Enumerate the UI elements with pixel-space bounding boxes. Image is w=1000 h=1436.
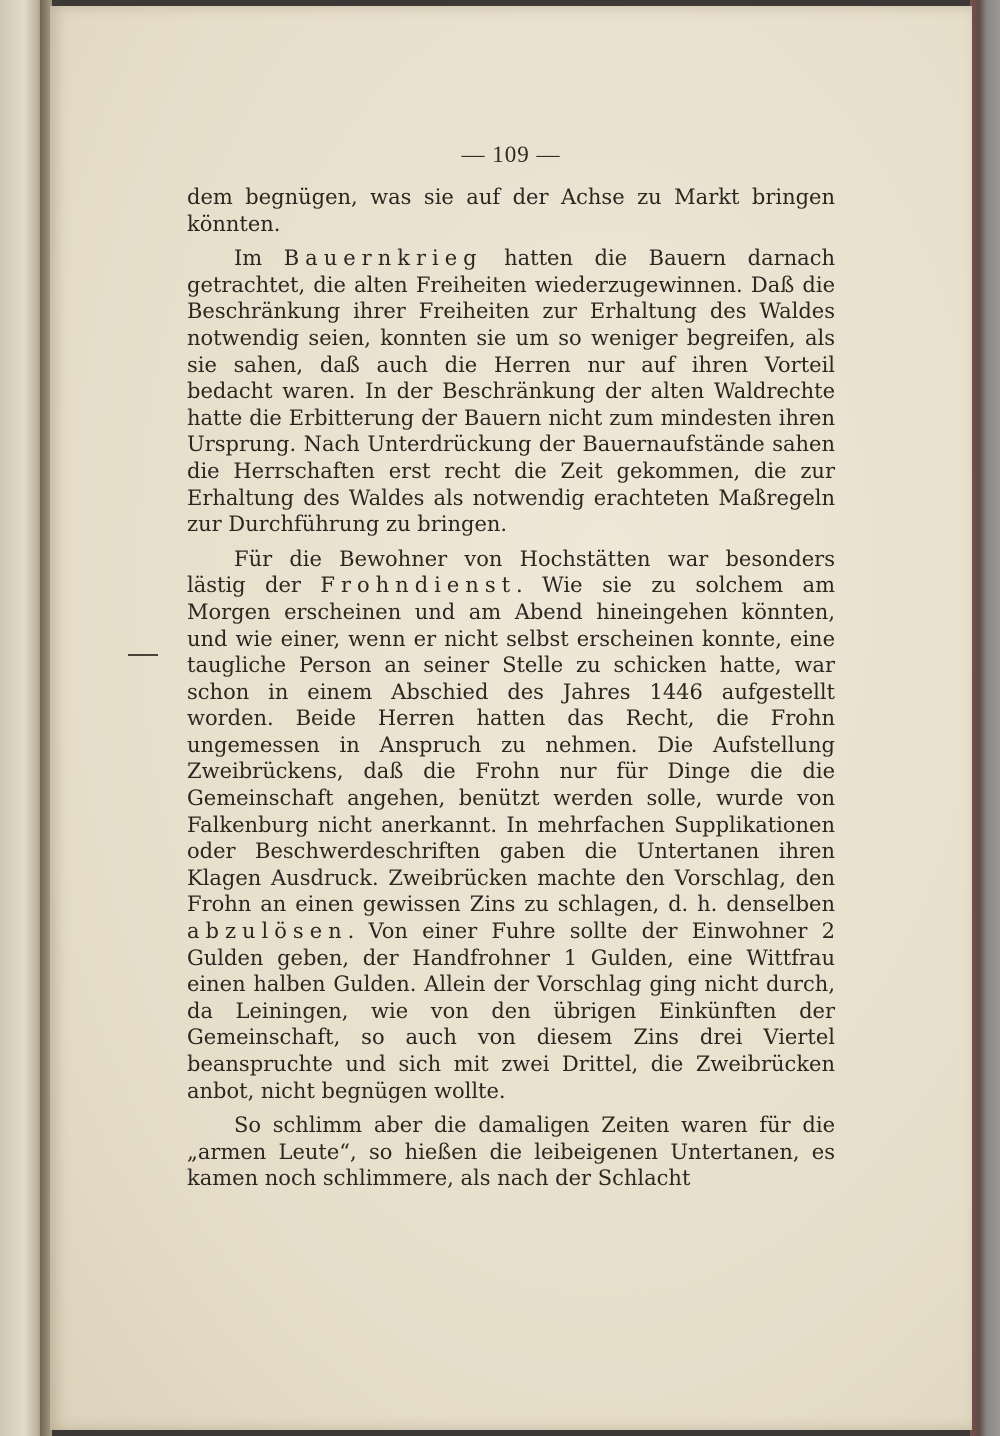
emphasized-word: Frohndienst: [320, 573, 517, 598]
paragraph: [187, 546, 835, 1104]
text-run: hatten die Bauern darnach getrachtet, die alten Freiheiten wiederzugewinnen. Daß die Beschränkung ihrer Freiheiten zur Erhaltung des Waldes notwendig seien, konnten sie um so weniger begreifen, als sie sahen, daß auch die Herren nur auf ihren Vorteil bedacht waren. In der Beschränkung der alten Waldrechte hatte die Erbitterung der Bauern nicht zum mindesten ihren Ursprung. Nach Unterdrückung der Bauernaufstände sahen die Herrschaften erst recht die Zeit gekommen, die zur Erhaltung des Waldes als notwendig erachteten Maßregeln zur Durchführung zu bringen.: [187, 246, 835, 537]
page-body-text: [187, 184, 835, 1192]
emphasized-word: abzulösen: [187, 919, 348, 944]
paragraph: [187, 184, 835, 237]
book-page: [50, 6, 972, 1430]
paragraph: [187, 1112, 835, 1192]
emphasized-word: Bauernkrieg: [283, 246, 483, 271]
paragraph: [187, 245, 835, 538]
text-run: . Von einer Fuhre sollte der Einwohner 2 Gulden geben, der Handfrohner 1 Gulden, eine Wittfrau einen halben Gulden. Allein der Vorschlag ging nicht durch, da Leiningen, wie von den übrigen Einkünften der Gemeinschaft, so auch von diesem Zins drei Viertel beanspruchte und sich mit zwei Drittel, die Zweibrücken anbot, nicht begnügen wollte.: [187, 919, 835, 1103]
margin-dash-mark: [128, 654, 158, 656]
book-cover-edge: [970, 0, 1000, 1436]
text-run: dem begnügen, was sie auf der Achse zu Markt bringen könnten.: [187, 185, 835, 236]
previous-page-edge: [0, 0, 44, 1436]
text-run: Im: [234, 246, 284, 271]
text-run: So schlimm aber die damaligen Zeiten waren für die „armen Leute“, so hießen die leibeigenen Untertanen, es kamen noch schlimmere, als nach der Schlacht: [187, 1113, 835, 1191]
page-number: — 109 —: [461, 142, 561, 167]
text-run: Für die Bewohner von Hochstätten war besonders lästig der: [187, 546, 835, 598]
text-run: . Wie sie zu solchem am Morgen erscheinen und am Abend hineingehen könnten, und wie einer, wenn er nicht selbst erscheinen konnte, eine taugliche Person an seiner Stelle zu schicken hatte, war schon in einem Abschied des Jahres 1446 aufgestellt worden. Beide Herren hatten das Recht, die Frohn ungemessen in Anspruch zu nehmen. Die Aufstellung Zweibrückens, daß die Frohn nur für Dinge die die Gemeinschaft angehen, benützt werden solle, wurde von Falkenburg nicht anerkannt. In mehrfachen Supplikationen oder Beschwerdeschriften gaben die Untertanen ihren Klagen Ausdruck. Zweibrücken machte den Vorschlag, den Frohn an einen gewissen Zins zu schlagen, d. h. denselben: [187, 573, 835, 917]
